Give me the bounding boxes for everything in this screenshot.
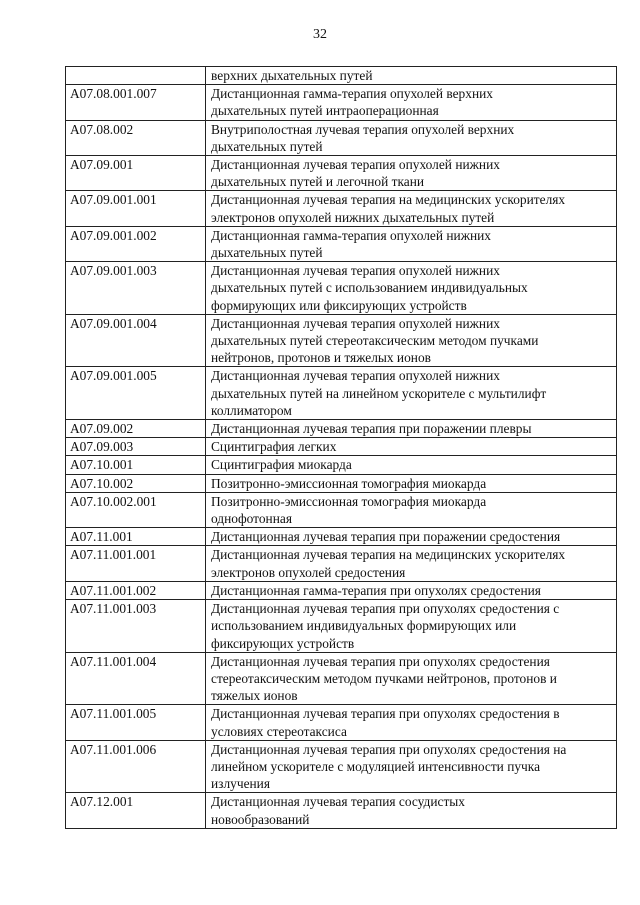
table-row	[66, 191, 617, 226]
service-code: A07.09.003	[66, 438, 206, 456]
service-codes-table	[65, 66, 617, 829]
table-row	[66, 262, 617, 315]
service-name: Сцинтиграфия миокарда	[206, 456, 617, 474]
service-name: Дистанционная лучевая терапия при опухолях средостения с использованием индивидуальных формирующих или фиксирующих устройств	[206, 600, 617, 653]
table-row	[66, 226, 617, 261]
service-code: A07.09.002	[66, 420, 206, 438]
table-row	[66, 546, 617, 581]
table-row	[66, 67, 617, 85]
service-code: A07.11.001.004	[66, 652, 206, 705]
service-name: Сцинтиграфия легких	[206, 438, 617, 456]
table-row	[66, 367, 617, 420]
table-row	[66, 438, 617, 456]
service-code: A07.10.002	[66, 474, 206, 492]
table-row	[66, 652, 617, 705]
service-name: Дистанционная лучевая терапия при опухолях средостения стереотаксическим методом пучками нейтронов, протонов и тяжелых ионов	[206, 652, 617, 705]
service-name: Дистанционная лучевая терапия опухолей нижних дыхательных путей и легочной ткани	[206, 156, 617, 191]
service-code: A07.09.001	[66, 156, 206, 191]
service-name: Дистанционная лучевая терапия опухолей нижних дыхательных путей стереотаксическим методом пучками нейтронов, протонов и тяжелых ионов	[206, 314, 617, 367]
service-name: Дистанционная гамма-терапия опухолей верхних дыхательных путей интраоперационная	[206, 85, 617, 120]
table-row	[66, 120, 617, 155]
service-name: Дистанционная лучевая терапия при поражении плевры	[206, 420, 617, 438]
service-code: A07.09.001.001	[66, 191, 206, 226]
service-name: Дистанционная лучевая терапия при опухолях средостения в условиях стереотаксиса	[206, 705, 617, 740]
service-code: A07.11.001.001	[66, 546, 206, 581]
service-code: A07.08.002	[66, 120, 206, 155]
table-row	[66, 474, 617, 492]
service-code: A07.08.001.007	[66, 85, 206, 120]
service-code: A07.09.001.004	[66, 314, 206, 367]
service-code: A07.11.001.005	[66, 705, 206, 740]
table-row	[66, 314, 617, 367]
service-code: A07.10.002.001	[66, 492, 206, 527]
table-body	[66, 67, 617, 829]
table-row	[66, 85, 617, 120]
service-code: A07.09.001.002	[66, 226, 206, 261]
table-row	[66, 156, 617, 191]
service-name: Дистанционная лучевая терапия опухолей нижних дыхательных путей с использованием индивидуальных формирующих или фиксирующих устройств	[206, 262, 617, 315]
service-name: верхних дыхательных путей	[206, 67, 617, 85]
table-row	[66, 740, 617, 793]
service-name: Дистанционная лучевая терапия при поражении средостения	[206, 528, 617, 546]
table-row	[66, 528, 617, 546]
service-code: A07.09.001.003	[66, 262, 206, 315]
service-code: A07.11.001.003	[66, 600, 206, 653]
table-row	[66, 581, 617, 599]
service-code	[66, 67, 206, 85]
table-row	[66, 456, 617, 474]
service-code: A07.11.001.006	[66, 740, 206, 793]
service-name: Дистанционная лучевая терапия опухолей нижних дыхательных путей на линейном ускорителе с мультилифт коллиматором	[206, 367, 617, 420]
service-name: Дистанционная лучевая терапия на медицинских ускорителях электронов опухолей нижних дыхательных путей	[206, 191, 617, 226]
table-row	[66, 492, 617, 527]
service-name: Внутриполостная лучевая терапия опухолей верхних дыхательных путей	[206, 120, 617, 155]
service-code: A07.11.001	[66, 528, 206, 546]
service-name: Дистанционная лучевая терапия на медицинских ускорителях электронов опухолей средостения	[206, 546, 617, 581]
service-name: Дистанционная гамма-терапия при опухолях средостения	[206, 581, 617, 599]
service-name: Дистанционная гамма-терапия опухолей нижних дыхательных путей	[206, 226, 617, 261]
table-row	[66, 793, 617, 828]
page-number: 32	[313, 27, 327, 42]
table-row	[66, 705, 617, 740]
service-code: A07.09.001.005	[66, 367, 206, 420]
service-name: Дистанционная лучевая терапия сосудистых новообразований	[206, 793, 617, 828]
service-name: Дистанционная лучевая терапия при опухолях средостения на линейном ускорителе с модуляцией интенсивности пучка излучения	[206, 740, 617, 793]
table-row	[66, 600, 617, 653]
service-name: Позитронно-эмиссионная томография миокарда однофотонная	[206, 492, 617, 527]
service-code: A07.10.001	[66, 456, 206, 474]
table-row	[66, 420, 617, 438]
service-name: Позитронно-эмиссионная томография миокарда	[206, 474, 617, 492]
service-code: A07.11.001.002	[66, 581, 206, 599]
service-code: A07.12.001	[66, 793, 206, 828]
